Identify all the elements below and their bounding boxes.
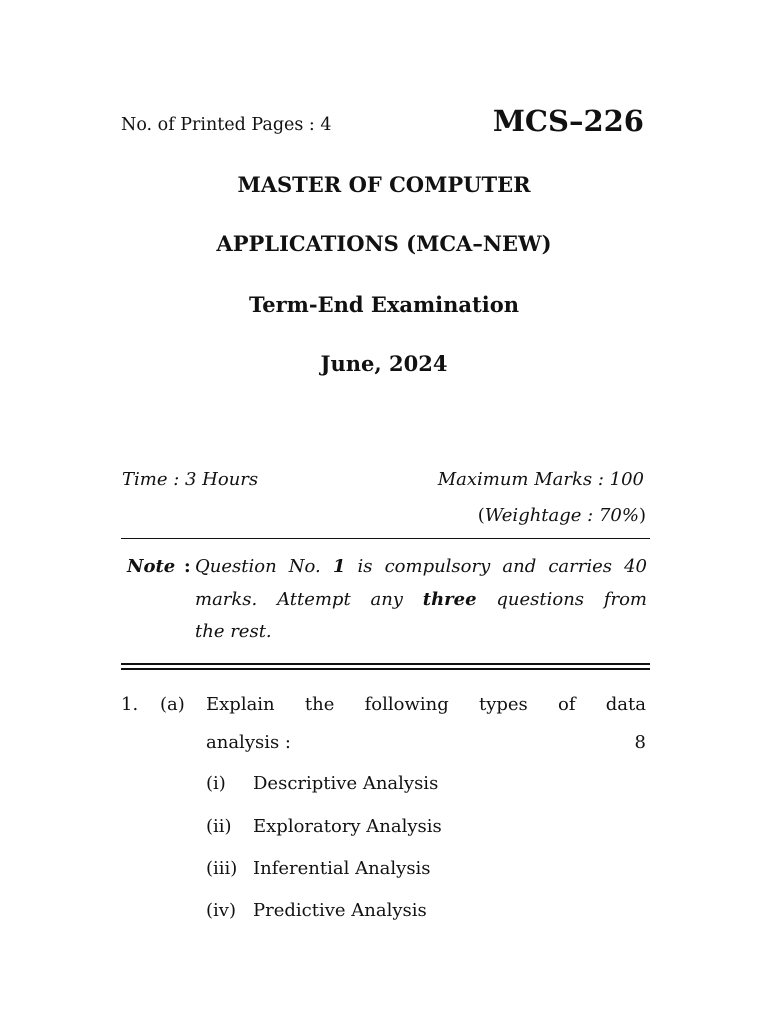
printed-pages-count: No. of Printed Pages : 4 <box>121 115 332 135</box>
question-part: (a) <box>160 694 185 715</box>
weightage-text: Weightage : 70% <box>484 505 639 526</box>
double-rule-top <box>121 663 650 665</box>
note-emphasis: three <box>422 589 477 610</box>
note-line-3: the rest. <box>195 621 272 642</box>
subpart-text: Predictive Analysis <box>253 900 427 921</box>
subpart-item <box>206 773 438 794</box>
note-text: is compulsory and carries 40 <box>345 556 647 577</box>
subpart-item <box>206 900 427 921</box>
programme-title-line1: MASTER OF COMPUTER <box>237 172 531 197</box>
subpart-number: (i) <box>206 773 226 794</box>
note-text: Question No. <box>195 556 333 577</box>
divider-rule <box>121 538 650 539</box>
subpart-number: (ii) <box>206 816 232 837</box>
weightage-open-paren: ( <box>477 505 485 526</box>
question-number: 1. <box>121 694 139 715</box>
subpart-text: Exploratory Analysis <box>253 816 442 837</box>
subpart-text: Inferential Analysis <box>253 858 431 879</box>
paper-code: MCS–226 <box>492 104 644 138</box>
subpart-text: Descriptive Analysis <box>253 773 439 794</box>
exam-session: June, 2024 <box>320 351 448 376</box>
note-colon: : <box>184 556 191 577</box>
subpart-number: (iii) <box>206 858 238 879</box>
exam-title: Term-End Examination <box>248 292 519 317</box>
question-marks: 8 <box>634 732 646 753</box>
subpart-number: (iv) <box>206 900 236 921</box>
double-rule-bottom <box>121 668 650 670</box>
note-line-1 <box>195 556 647 577</box>
time-allowed: Time : 3 Hours <box>122 469 259 490</box>
maximum-marks: Maximum Marks : 100 <box>437 469 644 490</box>
subpart-item <box>206 816 442 837</box>
note-line-2 <box>195 589 647 610</box>
note-label: Note <box>127 556 176 577</box>
question-text-line2: analysis : <box>206 732 291 753</box>
programme-title-line2: APPLICATIONS (MCA–NEW) <box>216 231 552 256</box>
question-text-line1: Explain the following types of data <box>206 694 646 715</box>
note-emphasis: 1 <box>332 556 346 577</box>
note-text: questions from <box>476 589 647 610</box>
note-text: marks. Attempt any <box>195 589 423 610</box>
subpart-item <box>206 858 431 879</box>
weightage-close-paren: ) <box>638 505 646 526</box>
weightage <box>478 505 646 526</box>
